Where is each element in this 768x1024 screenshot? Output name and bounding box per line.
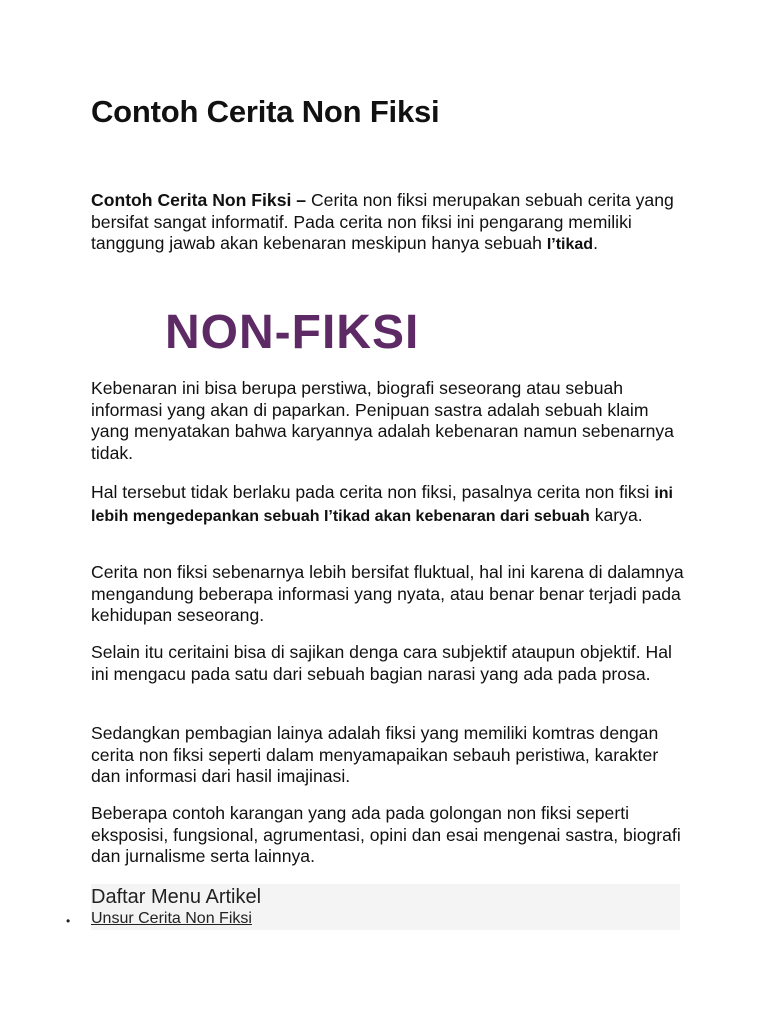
paragraph-7: Beberapa contoh karangan yang ada pada golongan non fiksi seperti eksposisi, fungsional, agrumentasi, opini dan esai mengenai sastra, biografi dan jurnalisme serta lainnya. — [91, 803, 681, 866]
intro-end: . — [593, 233, 598, 253]
intro-bold: Contoh Cerita Non Fiksi – — [91, 190, 311, 210]
paragraph-6: Sedangkan pembagian lainya adalah fiksi yang memiliki komtras dengan cerita non fiksi seperti dalam menyamapaikan sebauh peristiwa, karakter dan informasi dari hasil imajinasi. — [91, 723, 659, 786]
paragraph-5: Selain itu ceritaini bisa di sajikan denga cara subjektif ataupun objektif. Hal ini mengacu pada satu dari sebuah bagian narasi yang ada pada prosa. — [91, 642, 672, 684]
toc-title: Daftar Menu Artikel — [91, 886, 262, 908]
paragraph-2: Kebenaran ini bisa berupa perstiwa, biografi seseorang atau sebuah informasi yang akan di paparkan. Penipuan sastra adalah sebuah klaim yang menyatakan bahwa karyannya adalah kebenaran namun sebenarnya tidak. — [91, 378, 674, 463]
intro-end-bold: I’tikad — [546, 236, 594, 253]
page-title: Contoh Cerita Non Fiksi — [91, 94, 440, 129]
p3-end: karya. — [589, 504, 643, 525]
toc-item-unsur-cerita[interactable]: Unsur Cerita Non Fiksi — [91, 910, 252, 927]
p3-start: Hal tersebut tidak berlaku pada cerita non fiksi, pasalnya cerita non fiksi — [91, 482, 655, 502]
intro-paragraph — [91, 190, 691, 256]
toc-bullet: • — [66, 914, 71, 928]
paragraph-4: Cerita non fiksi sebenarnya lebih bersifat fluktual, hal ini karena di dalamnya mengandung beberapa informasi yang nyata, atau benar benar terjadi pada kehidupan seseorang. — [91, 562, 684, 625]
table-of-contents — [66, 884, 680, 930]
p3-bold: ini lebih mengedepankan sebuah I’tikad akan kebenaran dari sebuah — [91, 485, 673, 525]
paragraph-3 — [91, 482, 691, 527]
intro-text: Cerita non fiksi merupakan sebuah cerita yang bersifat sangat informatif. Pada cerita non fiksi ini pengarang memiliki tanggung jawab akan kebenaran meskipun hanya sebuah — [91, 190, 674, 253]
non-fiksi-logo: NON-FIKSI — [165, 306, 420, 359]
